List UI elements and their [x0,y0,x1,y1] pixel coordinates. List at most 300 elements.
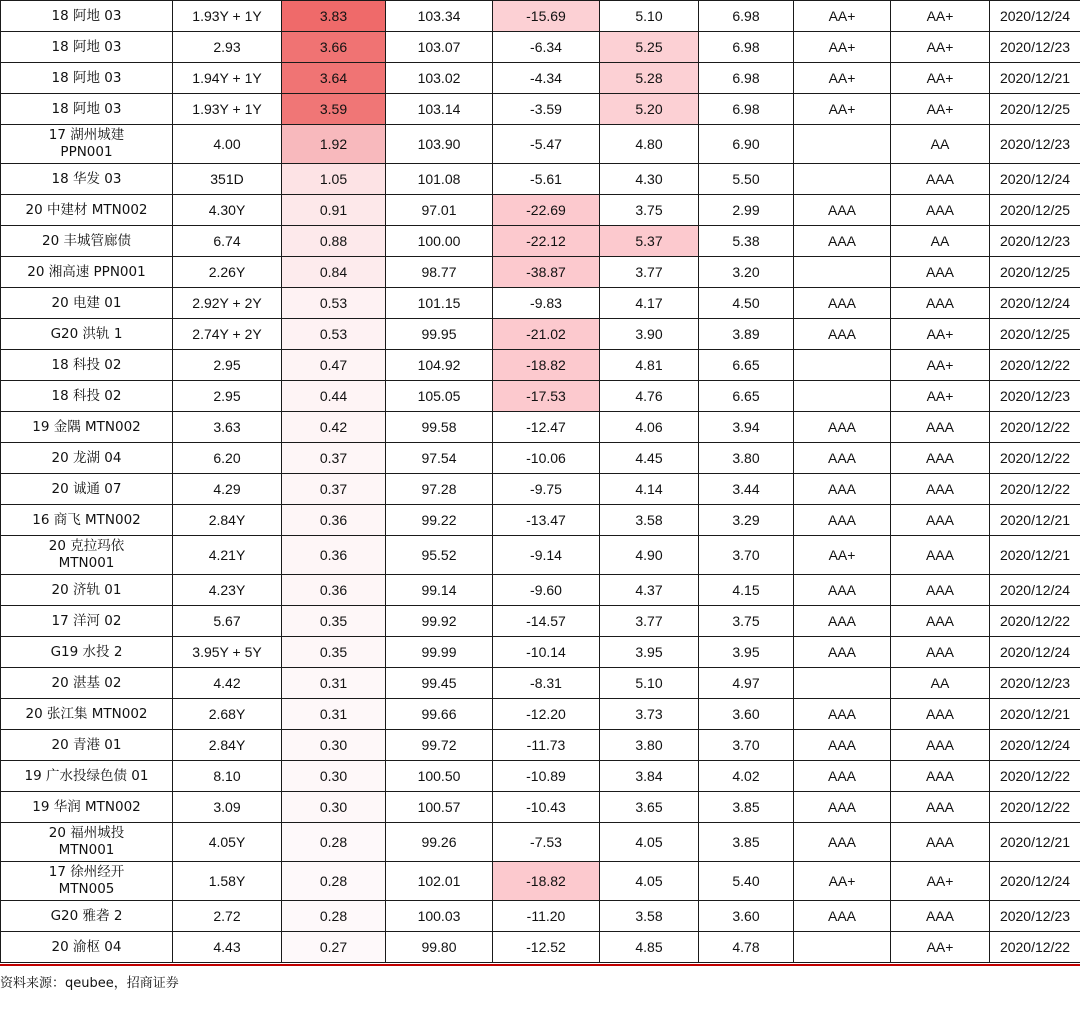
cell-yield: 3.95 [600,637,699,668]
cell-date: 2020/12/21 [990,536,1080,575]
cell-coupon: 4.15 [699,575,794,606]
cell-remaining: 8.10 [173,761,282,792]
cell-price: 103.14 [386,94,493,125]
cell-yield: 4.76 [600,381,699,412]
cell-issue-rating: AAA [794,319,891,350]
cell-deviation: 0.53 [282,319,386,350]
cell-remaining: 4.30Y [173,195,282,226]
cell-deviation: 0.37 [282,443,386,474]
cell-deviation: 0.27 [282,932,386,963]
cell-coupon: 3.75 [699,606,794,637]
cell-remaining: 4.29 [173,474,282,505]
cell-issuer-rating: AA+ [891,319,990,350]
cell-yield: 4.85 [600,932,699,963]
cell-coupon: 4.02 [699,761,794,792]
cell-remaining: 6.20 [173,443,282,474]
cell-price: 102.01 [386,862,493,901]
cell-issuer-rating: AA [891,226,990,257]
cell-date: 2020/12/22 [990,474,1080,505]
cell-coupon: 4.78 [699,932,794,963]
cell-coupon: 6.65 [699,350,794,381]
cell-name: 20 丰城管廊债 [1,226,173,257]
cell-price-change: -15.69 [493,1,600,32]
cell-issue-rating [794,164,891,195]
source-note: 资料来源：qeubee，招商证券 [0,976,179,991]
cell-issuer-rating: AAA [891,505,990,536]
cell-coupon: 5.50 [699,164,794,195]
cell-price: 105.05 [386,381,493,412]
cell-price: 99.58 [386,412,493,443]
cell-price: 95.52 [386,536,493,575]
cell-issue-rating: AAA [794,699,891,730]
cell-remaining: 3.63 [173,412,282,443]
cell-issue-rating: AA+ [794,862,891,901]
cell-deviation: 0.53 [282,288,386,319]
cell-date: 2020/12/24 [990,730,1080,761]
cell-price: 99.99 [386,637,493,668]
table-row [1,350,1080,381]
cell-issuer-rating: AAA [891,257,990,288]
cell-date: 2020/12/23 [990,226,1080,257]
cell-name: 20 克拉玛依 MTN001 [1,536,173,575]
cell-date: 2020/12/24 [990,1,1080,32]
cell-price: 100.03 [386,901,493,932]
cell-deviation: 0.84 [282,257,386,288]
cell-date: 2020/12/22 [990,792,1080,823]
cell-issue-rating: AAA [794,901,891,932]
cell-price-change: -3.59 [493,94,600,125]
cell-issue-rating [794,257,891,288]
cell-issue-rating: AAA [794,792,891,823]
cell-coupon: 4.50 [699,288,794,319]
cell-price-change: -13.47 [493,505,600,536]
cell-name: 20 渝枢 04 [1,932,173,963]
cell-price: 100.00 [386,226,493,257]
cell-remaining: 1.93Y + 1Y [173,1,282,32]
cell-price-change: -11.20 [493,901,600,932]
cell-name: 20 湛基 02 [1,668,173,699]
cell-name: 18 科投 02 [1,350,173,381]
cell-yield: 5.10 [600,1,699,32]
cell-yield: 5.28 [600,63,699,94]
cell-deviation: 0.31 [282,699,386,730]
cell-deviation: 0.42 [282,412,386,443]
cell-coupon: 6.65 [699,381,794,412]
cell-name: 20 张江集 MTN002 [1,699,173,730]
cell-date: 2020/12/21 [990,63,1080,94]
cell-date: 2020/12/24 [990,288,1080,319]
cell-name: 18 阿地 03 [1,32,173,63]
cell-date: 2020/12/21 [990,823,1080,862]
cell-deviation: 0.91 [282,195,386,226]
cell-date: 2020/12/25 [990,94,1080,125]
cell-yield: 3.90 [600,319,699,350]
cell-coupon: 2.99 [699,195,794,226]
cell-issuer-rating: AAA [891,699,990,730]
cell-name: 19 金隅 MTN002 [1,412,173,443]
cell-issuer-rating: AAA [891,474,990,505]
cell-name: 18 阿地 03 [1,94,173,125]
cell-deviation: 0.31 [282,668,386,699]
cell-date: 2020/12/23 [990,901,1080,932]
cell-price-change: -12.52 [493,932,600,963]
cell-deviation: 0.37 [282,474,386,505]
cell-coupon: 6.98 [699,94,794,125]
cell-yield: 4.06 [600,412,699,443]
cell-deviation: 0.30 [282,792,386,823]
table-row [1,637,1080,668]
cell-issuer-rating: AA+ [891,350,990,381]
cell-remaining: 1.58Y [173,862,282,901]
cell-issue-rating [794,381,891,412]
table-row [1,63,1080,94]
cell-issuer-rating: AAA [891,288,990,319]
cell-name: 20 龙湖 04 [1,443,173,474]
cell-date: 2020/12/21 [990,699,1080,730]
cell-remaining: 2.92Y + 2Y [173,288,282,319]
cell-name: 16 商飞 MTN002 [1,505,173,536]
cell-date: 2020/12/22 [990,412,1080,443]
cell-coupon: 3.44 [699,474,794,505]
cell-issuer-rating: AAA [891,443,990,474]
cell-yield: 3.65 [600,792,699,823]
cell-yield: 4.81 [600,350,699,381]
table-row [1,668,1080,699]
table-row [1,536,1080,575]
cell-date: 2020/12/22 [990,761,1080,792]
cell-yield: 3.58 [600,505,699,536]
cell-deviation: 3.64 [282,63,386,94]
cell-coupon: 3.94 [699,412,794,443]
table-row [1,412,1080,443]
cell-price: 99.14 [386,575,493,606]
cell-coupon: 3.89 [699,319,794,350]
cell-coupon: 6.98 [699,63,794,94]
cell-remaining: 2.84Y [173,730,282,761]
cell-issue-rating: AAA [794,637,891,668]
cell-remaining: 2.68Y [173,699,282,730]
cell-remaining: 351D [173,164,282,195]
cell-issuer-rating: AAA [891,730,990,761]
cell-name: 17 洋河 02 [1,606,173,637]
cell-name: 20 电建 01 [1,288,173,319]
cell-date: 2020/12/24 [990,637,1080,668]
table-row [1,606,1080,637]
cell-issue-rating: AA+ [794,32,891,63]
cell-price: 97.01 [386,195,493,226]
cell-deviation: 0.88 [282,226,386,257]
cell-yield: 5.20 [600,94,699,125]
cell-price: 103.02 [386,63,493,94]
cell-remaining: 4.21Y [173,536,282,575]
cell-price-change: -9.60 [493,575,600,606]
table-row [1,862,1080,901]
cell-price: 99.95 [386,319,493,350]
cell-price-change: -18.82 [493,862,600,901]
cell-yield: 3.75 [600,195,699,226]
cell-remaining: 6.74 [173,226,282,257]
cell-price-change: -6.34 [493,32,600,63]
cell-yield: 3.58 [600,901,699,932]
cell-date: 2020/12/25 [990,195,1080,226]
cell-issuer-rating: AA+ [891,862,990,901]
cell-issuer-rating: AA+ [891,932,990,963]
cell-issuer-rating: AAA [891,412,990,443]
cell-price-change: -11.73 [493,730,600,761]
cell-deviation: 0.28 [282,901,386,932]
cell-issue-rating: AA+ [794,1,891,32]
cell-yield: 4.05 [600,823,699,862]
cell-price-change: -18.82 [493,350,600,381]
cell-issue-rating: AAA [794,575,891,606]
cell-deviation: 3.66 [282,32,386,63]
cell-issuer-rating: AAA [891,637,990,668]
cell-price: 103.34 [386,1,493,32]
cell-issuer-rating: AAA [891,606,990,637]
cell-price: 104.92 [386,350,493,381]
cell-name: 20 济轨 01 [1,575,173,606]
cell-date: 2020/12/22 [990,606,1080,637]
cell-yield: 4.45 [600,443,699,474]
cell-price-change: -9.14 [493,536,600,575]
cell-deviation: 0.35 [282,606,386,637]
cell-issue-rating: AAA [794,226,891,257]
cell-name: 20 诚通 07 [1,474,173,505]
cell-price: 99.45 [386,668,493,699]
cell-issue-rating [794,932,891,963]
cell-issuer-rating: AAA [891,792,990,823]
table-row [1,730,1080,761]
cell-deviation: 3.59 [282,94,386,125]
cell-date: 2020/12/22 [990,932,1080,963]
cell-issuer-rating: AA+ [891,381,990,412]
table-row [1,474,1080,505]
cell-price: 103.07 [386,32,493,63]
cell-deviation: 3.83 [282,1,386,32]
table-row [1,226,1080,257]
cell-yield: 4.17 [600,288,699,319]
cell-price: 99.26 [386,823,493,862]
table-row [1,195,1080,226]
cell-coupon: 3.80 [699,443,794,474]
cell-yield: 3.77 [600,606,699,637]
cell-issue-rating [794,350,891,381]
cell-issuer-rating: AA+ [891,63,990,94]
cell-price: 99.92 [386,606,493,637]
cell-price: 99.72 [386,730,493,761]
cell-name: 17 湖州城建 PPN001 [1,125,173,164]
cell-issue-rating: AAA [794,505,891,536]
cell-issue-rating [794,125,891,164]
cell-deviation: 0.44 [282,381,386,412]
cell-price: 97.54 [386,443,493,474]
cell-price-change: -5.61 [493,164,600,195]
cell-issue-rating: AAA [794,606,891,637]
cell-price-change: -10.14 [493,637,600,668]
cell-price-change: -14.57 [493,606,600,637]
cell-name: G20 洪轨 1 [1,319,173,350]
cell-remaining: 2.74Y + 2Y [173,319,282,350]
table-row [1,288,1080,319]
cell-name: 20 福州城投 MTN001 [1,823,173,862]
cell-coupon: 3.70 [699,730,794,761]
cell-name: 19 华润 MTN002 [1,792,173,823]
cell-remaining: 4.23Y [173,575,282,606]
cell-issuer-rating: AA+ [891,94,990,125]
table-row [1,94,1080,125]
cell-issuer-rating: AAA [891,536,990,575]
cell-yield: 3.80 [600,730,699,761]
cell-remaining: 2.95 [173,381,282,412]
cell-price-change: -9.75 [493,474,600,505]
cell-deviation: 1.05 [282,164,386,195]
cell-date: 2020/12/25 [990,319,1080,350]
cell-issuer-rating: AAA [891,761,990,792]
cell-remaining: 2.93 [173,32,282,63]
cell-price-change: -38.87 [493,257,600,288]
cell-name: G20 雅砻 2 [1,901,173,932]
cell-remaining: 2.84Y [173,505,282,536]
cell-price: 103.90 [386,125,493,164]
cell-remaining: 4.43 [173,932,282,963]
cell-issuer-rating: AA [891,668,990,699]
cell-coupon: 6.98 [699,1,794,32]
cell-yield: 4.37 [600,575,699,606]
table-row [1,932,1080,963]
table-row [1,381,1080,412]
cell-issue-rating: AA+ [794,63,891,94]
cell-name: 20 青港 01 [1,730,173,761]
cell-price-change: -22.69 [493,195,600,226]
cell-issue-rating: AAA [794,823,891,862]
cell-coupon: 3.70 [699,536,794,575]
cell-remaining: 2.72 [173,901,282,932]
cell-issue-rating: AAA [794,288,891,319]
cell-issuer-rating: AAA [891,575,990,606]
table-row [1,575,1080,606]
cell-coupon: 3.29 [699,505,794,536]
cell-remaining: 4.05Y [173,823,282,862]
cell-name: 18 华发 03 [1,164,173,195]
cell-issue-rating: AAA [794,730,891,761]
cell-issuer-rating: AA+ [891,32,990,63]
cell-price-change: -4.34 [493,63,600,94]
cell-price: 101.15 [386,288,493,319]
table-row [1,164,1080,195]
cell-issue-rating: AAA [794,195,891,226]
cell-date: 2020/12/24 [990,164,1080,195]
cell-coupon: 4.97 [699,668,794,699]
cell-date: 2020/12/23 [990,381,1080,412]
cell-yield: 3.77 [600,257,699,288]
cell-remaining: 4.00 [173,125,282,164]
cell-price-change: -8.31 [493,668,600,699]
cell-coupon: 3.95 [699,637,794,668]
cell-date: 2020/12/24 [990,575,1080,606]
cell-name: 18 阿地 03 [1,1,173,32]
cell-price-change: -17.53 [493,381,600,412]
cell-coupon: 6.98 [699,32,794,63]
cell-yield: 4.14 [600,474,699,505]
cell-coupon: 3.85 [699,823,794,862]
cell-remaining: 3.09 [173,792,282,823]
cell-remaining: 2.95 [173,350,282,381]
table-body [1,1,1080,963]
cell-issuer-rating: AAA [891,164,990,195]
cell-date: 2020/12/23 [990,125,1080,164]
table-row [1,443,1080,474]
cell-issuer-rating: AAA [891,823,990,862]
table-row [1,1,1080,32]
cell-name: 20 中建材 MTN002 [1,195,173,226]
cell-yield: 4.30 [600,164,699,195]
cell-issue-rating: AA+ [794,94,891,125]
cell-deviation: 0.30 [282,730,386,761]
cell-issuer-rating: AAA [891,195,990,226]
cell-issue-rating: AA+ [794,536,891,575]
cell-date: 2020/12/23 [990,668,1080,699]
cell-issue-rating: AAA [794,761,891,792]
cell-name: 17 徐州经开 MTN005 [1,862,173,901]
cell-date: 2020/12/23 [990,32,1080,63]
table-row [1,792,1080,823]
cell-coupon: 5.38 [699,226,794,257]
cell-deviation: 0.28 [282,823,386,862]
table-row [1,32,1080,63]
cell-price-change: -10.89 [493,761,600,792]
cell-name: 20 湘高速 PPN001 [1,257,173,288]
cell-issuer-rating: AA [891,125,990,164]
cell-name: G19 水投 2 [1,637,173,668]
cell-price: 100.57 [386,792,493,823]
cell-yield: 4.05 [600,862,699,901]
cell-deviation: 0.28 [282,862,386,901]
cell-coupon: 5.40 [699,862,794,901]
cell-remaining: 1.94Y + 1Y [173,63,282,94]
table-row [1,901,1080,932]
cell-date: 2020/12/24 [990,862,1080,901]
cell-price-change: -5.47 [493,125,600,164]
cell-coupon: 3.85 [699,792,794,823]
cell-deviation: 0.36 [282,536,386,575]
cell-yield: 5.25 [600,32,699,63]
cell-yield: 4.90 [600,536,699,575]
cell-price: 100.50 [386,761,493,792]
cell-coupon: 6.90 [699,125,794,164]
cell-date: 2020/12/21 [990,505,1080,536]
cell-deviation: 0.36 [282,575,386,606]
cell-deviation: 1.92 [282,125,386,164]
cell-remaining: 2.26Y [173,257,282,288]
table-row [1,125,1080,164]
cell-issue-rating: AAA [794,412,891,443]
cell-coupon: 3.20 [699,257,794,288]
cell-yield: 4.80 [600,125,699,164]
cell-price: 99.80 [386,932,493,963]
cell-issuer-rating: AA+ [891,1,990,32]
table-row [1,319,1080,350]
cell-remaining: 5.67 [173,606,282,637]
cell-deviation: 0.30 [282,761,386,792]
cell-price: 99.66 [386,699,493,730]
cell-price-change: -10.06 [493,443,600,474]
cell-price-change: -12.20 [493,699,600,730]
cell-yield: 3.73 [600,699,699,730]
cell-remaining: 1.93Y + 1Y [173,94,282,125]
cell-name: 19 广水投绿色债 01 [1,761,173,792]
cell-price-change: -21.02 [493,319,600,350]
bottom-rule [0,964,1080,966]
